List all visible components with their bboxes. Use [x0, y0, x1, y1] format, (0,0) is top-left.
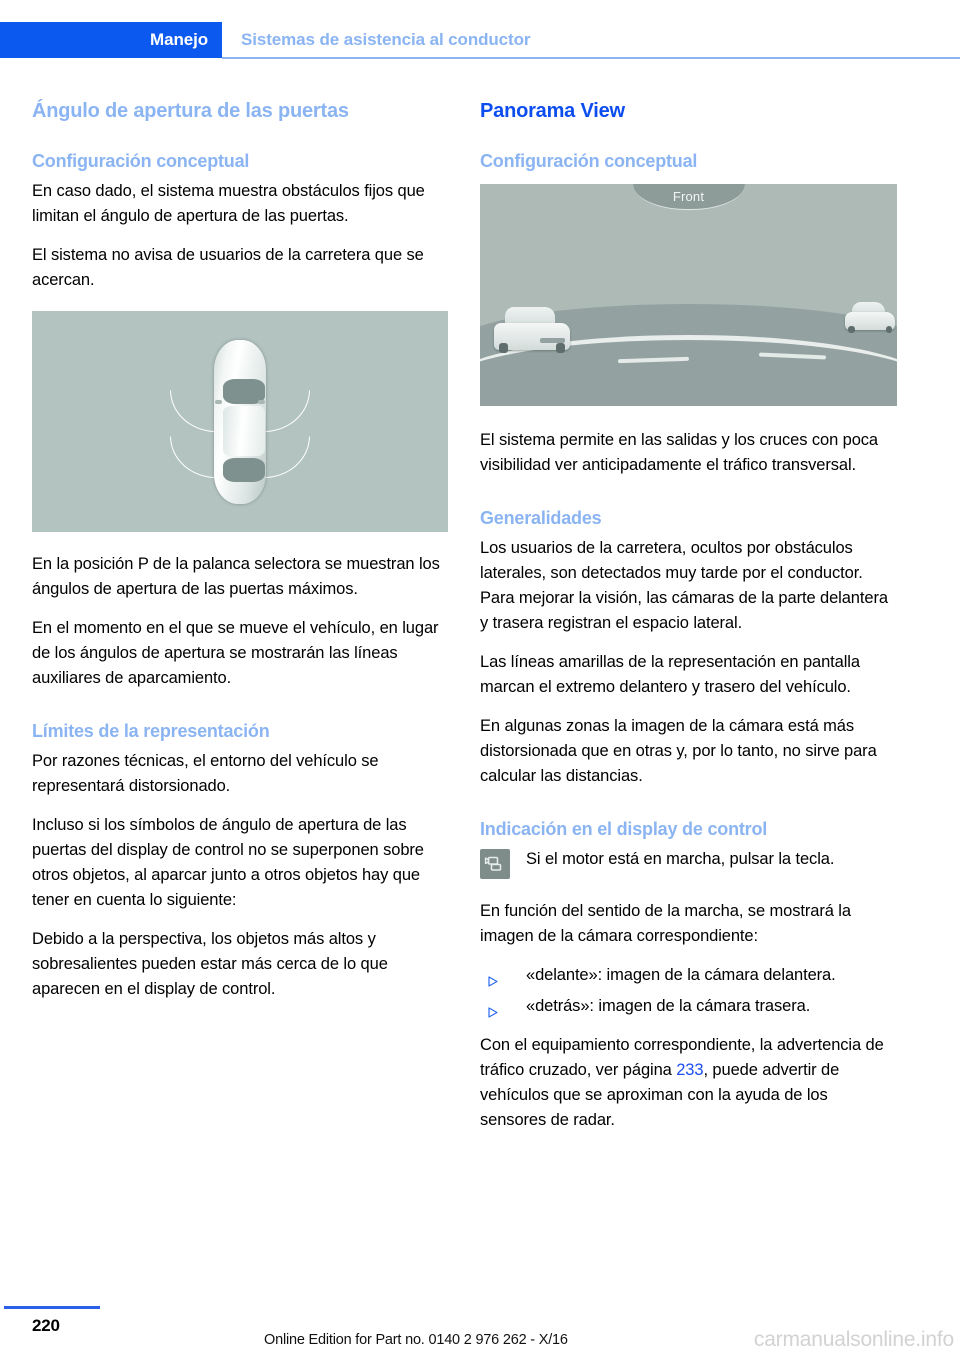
paragraph-obstaculos-fijos: En caso dado, el sistema muestra obstáculos fijos que limitan el ángulo de apertura de las puertas.: [32, 182, 425, 225]
door-opening-angle-illustration: [32, 311, 448, 532]
site-watermark: carmanualsonline.info: [753, 1328, 954, 1351]
vehicle-right-wheel-rear: [886, 326, 893, 333]
paragraph-lineas-auxiliares: En el momento en el que se mueve el vehículo, en lugar de los ángulos de apertura se mostrarán las líneas auxiliares de aparcamiento.: [32, 619, 439, 687]
list-item-label: «delante»: imagen de la cámara delantera.: [526, 966, 836, 984]
car-roof: [223, 406, 265, 456]
header-divider: [222, 57, 960, 59]
car-body-shape: [214, 340, 266, 504]
paragraph-zonas-distorsionadas: En algunas zonas la imagen de la cámara está más distorsionada que en otras y, por lo tanto, no sirve para calcular las distancias.: [480, 717, 877, 785]
panorama-view-camera-image: [480, 184, 897, 406]
mirror-left: [215, 400, 222, 404]
mirror-right: [258, 400, 265, 404]
page-title: Ángulo de apertura de las puertas: [32, 100, 349, 122]
rear-window: [223, 458, 265, 482]
page-header: [0, 22, 960, 62]
door-arc-rear-right: [264, 436, 310, 478]
door-arc-front-right: [264, 390, 310, 432]
paragraph-posicion-p: En la posición P de la palanca selectora se muestran los ángulos de apertura de las puertas máximos.: [32, 555, 440, 598]
triangle-right-icon: [488, 1001, 498, 1012]
triangle-right-icon: [488, 970, 498, 981]
chapter-tab: [0, 22, 222, 58]
list-item: [480, 994, 896, 1019]
car-top-view-graphic: [210, 340, 270, 504]
heading-configuracion-conceptual-right: Configuración conceptual: [480, 151, 698, 171]
heading-limites-representacion: Límites de la representación: [32, 721, 270, 741]
vehicle-right: [845, 302, 895, 333]
paragraph-text-after-ref: , puede advertir de vehículos que se aproximan con la ayuda de los sensores de radar.: [480, 1061, 840, 1129]
right-column: [480, 100, 896, 1133]
paragraph-sin-aviso-usuarios: El sistema no avisa de usuarios de la carretera que se acercan.: [32, 246, 424, 289]
footer-divider: [4, 1306, 100, 1309]
page-number: 220: [32, 1316, 60, 1335]
video-camera-icon: [480, 849, 510, 879]
list-item-label: «detrás»: imagen de la cámara trasera.: [526, 997, 811, 1015]
icon-note-motor-marcha: [480, 847, 896, 879]
camera-direction-list: [480, 963, 896, 1019]
heading-indicacion-display-control: Indicación en el display de control: [480, 819, 768, 839]
list-item: [480, 963, 896, 988]
paragraph-entorno-distorsionado: Por razones técnicas, el entorno del vehículo se representará distorsionado.: [32, 752, 379, 795]
paragraph-simbolos-superponen: Incluso si los símbolos de ángulo de apertura de las puertas del display de control no se superponen sobre otros objetos, al aparcar junto a otros objetos hay que tener en cuenta lo siguiente:: [32, 816, 424, 909]
heading-configuracion-conceptual: Configuración conceptual: [32, 151, 250, 171]
paragraph-sentido-marcha: En función del sentido de la marcha, se mostrará la imagen de la cámara correspondiente:: [480, 902, 851, 945]
page-reference-link[interactable]: 233: [676, 1061, 704, 1079]
paragraph-usuarios-ocultos: Los usuarios de la carretera, ocultos por obstáculos laterales, son detectados muy tarde por el conductor. Para mejorar la visión, las cámaras de la parte delantera y trasera registran el espacio lateral.: [480, 539, 888, 632]
chapter-tab-label: Manejo: [150, 30, 208, 49]
edition-notice: Online Edition for Part no. 0140 2 976 262 - X/16: [264, 1332, 568, 1348]
paragraph-lineas-amarillas: Las líneas amarillas de la representación en pantalla marcan el extremo delantero y trasero del vehículo.: [480, 653, 860, 696]
icon-note-text: Si el motor está en marcha, pulsar la tecla.: [526, 850, 835, 868]
door-arc-rear-left: [170, 436, 216, 478]
paragraph-text-before-ref: Con el equipamiento correspondiente, la advertencia de tráfico cruzado, ver página: [480, 1036, 884, 1079]
door-arc-front-left: [170, 390, 216, 432]
paragraph-advertencia-trafico-cruzado: [480, 1033, 896, 1133]
heading-generalidades: Generalidades: [480, 508, 602, 528]
section-title: Sistemas de asistencia al conductor: [241, 30, 531, 49]
vehicle-left: [494, 307, 570, 353]
paragraph-perspectiva-objetos: Debido a la perspectiva, los objetos más altos y sobresalientes pueden estar más cerca de lo que aparecen en el display de control.: [32, 930, 388, 998]
left-column: [32, 100, 448, 1002]
vehicle-left-wheel-rear: [556, 343, 566, 353]
vehicle-left-grille: [540, 338, 566, 342]
vehicle-left-wheel-front: [499, 343, 509, 353]
section-heading-panorama-view: Panorama View: [480, 100, 625, 122]
front-view-banner-label: Front: [672, 189, 705, 204]
paragraph-salidas-cruces: El sistema permite en las salidas y los cruces con poca visibilidad ver anticipadamente el tráfico transversal.: [480, 431, 879, 474]
vehicle-right-wheel-front: [848, 326, 855, 333]
